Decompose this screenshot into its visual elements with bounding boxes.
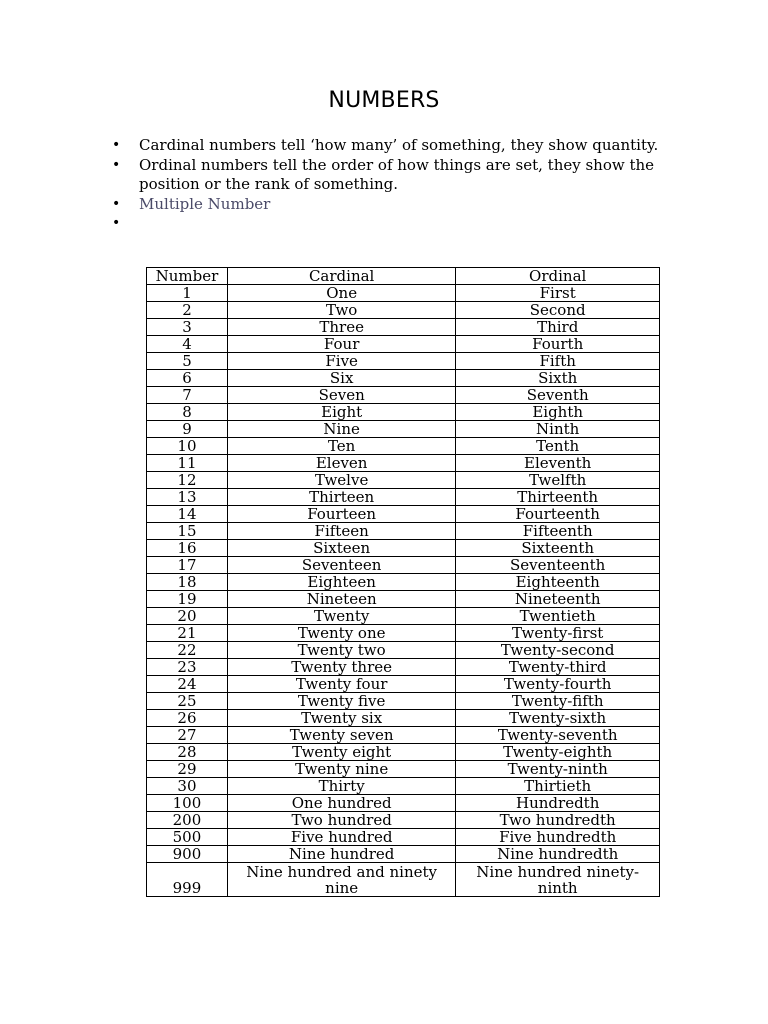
cell-number: 18 <box>147 574 228 591</box>
table-row <box>147 472 660 489</box>
cell-cardinal: Nine <box>227 421 455 438</box>
bullet-item-multiple-number[interactable] <box>112 195 712 215</box>
table-row <box>147 812 660 829</box>
cell-cardinal: Two hundred <box>227 812 455 829</box>
table-row <box>147 761 660 778</box>
cell-cardinal: One hundred <box>227 795 455 812</box>
cell-cardinal: Five <box>227 353 455 370</box>
cell-cardinal: Five hundred <box>227 829 455 846</box>
cell-ordinal: Thirteenth <box>456 489 660 506</box>
cell-number: 20 <box>147 608 228 625</box>
cell-cardinal: Twenty four <box>227 676 455 693</box>
table-row <box>147 489 660 506</box>
table-row <box>147 302 660 319</box>
cell-cardinal: Thirty <box>227 778 455 795</box>
cell-cardinal: Ten <box>227 438 455 455</box>
table-row <box>147 285 660 302</box>
cell-cardinal: Seventeen <box>227 557 455 574</box>
cell-number: 17 <box>147 557 228 574</box>
bullet-text: Ordinal numbers tell the order of how things are set, they show the position or the rank of something. <box>139 155 655 193</box>
table-row <box>147 438 660 455</box>
cell-number: 9 <box>147 421 228 438</box>
cell-number: 900 <box>147 846 228 863</box>
cell-cardinal: Six <box>227 370 455 387</box>
cell-ordinal: Third <box>456 319 660 336</box>
cell-cardinal: Twenty nine <box>227 761 455 778</box>
cell-cardinal: Thirteen <box>227 489 455 506</box>
bullet-icon: • <box>112 156 121 173</box>
table-row <box>147 506 660 523</box>
cell-ordinal: Twenty-fifth <box>456 693 660 710</box>
table-row <box>147 523 660 540</box>
cell-number: 25 <box>147 693 228 710</box>
table-header-row <box>147 268 660 285</box>
cell-ordinal: Twelfth <box>456 472 660 489</box>
cell-cardinal: Twelve <box>227 472 455 489</box>
cell-number: 3 <box>147 319 228 336</box>
table-row <box>147 778 660 795</box>
cell-number: 19 <box>147 591 228 608</box>
cell-number: 100 <box>147 795 228 812</box>
cell-ordinal: Twentieth <box>456 608 660 625</box>
table-row <box>147 404 660 421</box>
cell-cardinal: Twenty five <box>227 693 455 710</box>
cell-number: 16 <box>147 540 228 557</box>
cell-ordinal: Twenty-seventh <box>456 727 660 744</box>
cell-cardinal: One <box>227 285 455 302</box>
cell-number: 1 <box>147 285 228 302</box>
cell-ordinal: Eighteenth <box>456 574 660 591</box>
cell-number: 11 <box>147 455 228 472</box>
table-row <box>147 829 660 846</box>
cell-number: 999 <box>147 863 228 897</box>
cell-ordinal: Fifth <box>456 353 660 370</box>
cell-number: 22 <box>147 642 228 659</box>
cell-cardinal: Three <box>227 319 455 336</box>
cell-ordinal: Nineteenth <box>456 591 660 608</box>
table-row <box>147 455 660 472</box>
table-row <box>147 863 660 897</box>
cell-ordinal: Twenty-second <box>456 642 660 659</box>
cell-ordinal: Fourteenth <box>456 506 660 523</box>
cell-cardinal: Twenty seven <box>227 727 455 744</box>
table-row <box>147 795 660 812</box>
cell-ordinal: Two hundredth <box>456 812 660 829</box>
cell-cardinal: Twenty one <box>227 625 455 642</box>
cell-number: 15 <box>147 523 228 540</box>
cell-cardinal: Four <box>227 336 455 353</box>
table-row <box>147 387 660 404</box>
cell-cardinal: Nineteen <box>227 591 455 608</box>
cell-ordinal: Hundredth <box>456 795 660 812</box>
header-ordinal: Ordinal <box>456 268 660 285</box>
cell-cardinal: Fifteen <box>227 523 455 540</box>
bullet-text: Cardinal numbers tell ‘how many’ of something, they show quantity. <box>139 136 659 154</box>
bullet-item-ordinal <box>112 156 712 195</box>
table-row <box>147 659 660 676</box>
cell-number: 8 <box>147 404 228 421</box>
table-row <box>147 353 660 370</box>
cell-ordinal: Nine hundredth <box>456 846 660 863</box>
cell-cardinal: Twenty eight <box>227 744 455 761</box>
multiple-number-link[interactable]: Multiple Number <box>139 194 271 213</box>
cell-ordinal: Twenty-ninth <box>456 761 660 778</box>
bullet-list <box>112 136 712 231</box>
table-row <box>147 370 660 387</box>
cell-ordinal: Twenty-eighth <box>456 744 660 761</box>
cell-cardinal: Eight <box>227 404 455 421</box>
cell-ordinal: Ninth <box>456 421 660 438</box>
cell-number: 24 <box>147 676 228 693</box>
table-row <box>147 693 660 710</box>
table-row <box>147 540 660 557</box>
table-row <box>147 591 660 608</box>
cell-number: 5 <box>147 353 228 370</box>
bullet-icon: • <box>112 137 121 153</box>
cell-number: 200 <box>147 812 228 829</box>
cell-number: 23 <box>147 659 228 676</box>
table-row <box>147 642 660 659</box>
table-row <box>147 557 660 574</box>
cell-number: 4 <box>147 336 228 353</box>
bullet-icon: • <box>112 215 121 231</box>
cell-ordinal: Eighth <box>456 404 660 421</box>
table-body <box>147 285 660 897</box>
cell-ordinal: Fifteenth <box>456 523 660 540</box>
cell-cardinal: Sixteen <box>227 540 455 557</box>
table-row <box>147 710 660 727</box>
cell-number: 2 <box>147 302 228 319</box>
cell-cardinal: Twenty six <box>227 710 455 727</box>
cell-ordinal: Tenth <box>456 438 660 455</box>
cell-ordinal: Twenty-first <box>456 625 660 642</box>
cell-ordinal: Sixth <box>456 370 660 387</box>
cell-ordinal: Nine hundred ninety-ninth <box>456 863 660 897</box>
header-number: Number <box>147 268 228 285</box>
cell-cardinal: Nine hundred <box>227 846 455 863</box>
table-row <box>147 846 660 863</box>
table-row <box>147 336 660 353</box>
cell-cardinal: Twenty two <box>227 642 455 659</box>
table-row <box>147 421 660 438</box>
cell-number: 28 <box>147 744 228 761</box>
cell-number: 21 <box>147 625 228 642</box>
cell-cardinal: Fourteen <box>227 506 455 523</box>
cell-number: 14 <box>147 506 228 523</box>
header-cardinal: Cardinal <box>227 268 455 285</box>
table-row <box>147 608 660 625</box>
cell-ordinal: Twenty-sixth <box>456 710 660 727</box>
cell-number: 10 <box>147 438 228 455</box>
cell-ordinal: Fourth <box>456 336 660 353</box>
table-row <box>147 319 660 336</box>
cell-ordinal: Twenty-fourth <box>456 676 660 693</box>
cell-number: 29 <box>147 761 228 778</box>
cell-ordinal: Five hundredth <box>456 829 660 846</box>
cell-ordinal: Sixteenth <box>456 540 660 557</box>
cell-number: 12 <box>147 472 228 489</box>
cell-cardinal: Twenty <box>227 608 455 625</box>
cell-number: 500 <box>147 829 228 846</box>
cell-cardinal: Eighteen <box>227 574 455 591</box>
table-row <box>147 574 660 591</box>
numbers-table <box>146 267 660 897</box>
cell-cardinal: Two <box>227 302 455 319</box>
cell-number: 7 <box>147 387 228 404</box>
cell-number: 26 <box>147 710 228 727</box>
cell-ordinal: Second <box>456 302 660 319</box>
cell-cardinal: Eleven <box>227 455 455 472</box>
cell-cardinal: Twenty three <box>227 659 455 676</box>
cell-ordinal: Thirtieth <box>456 778 660 795</box>
cell-number: 6 <box>147 370 228 387</box>
cell-ordinal: Eleventh <box>456 455 660 472</box>
bullet-item-cardinal <box>112 136 712 156</box>
table-row <box>147 744 660 761</box>
cell-ordinal: Seventeenth <box>456 557 660 574</box>
cell-number: 27 <box>147 727 228 744</box>
cell-ordinal: First <box>456 285 660 302</box>
cell-ordinal: Seventh <box>456 387 660 404</box>
cell-cardinal: Seven <box>227 387 455 404</box>
table-row <box>147 625 660 642</box>
bullet-icon: • <box>112 195 121 212</box>
cell-number: 13 <box>147 489 228 506</box>
table-row <box>147 676 660 693</box>
cell-ordinal: Twenty-third <box>456 659 660 676</box>
table-row <box>147 727 660 744</box>
cell-number: 30 <box>147 778 228 795</box>
page-title: NUMBERS <box>328 88 440 113</box>
cell-cardinal: Nine hundred and ninety nine <box>227 863 455 897</box>
